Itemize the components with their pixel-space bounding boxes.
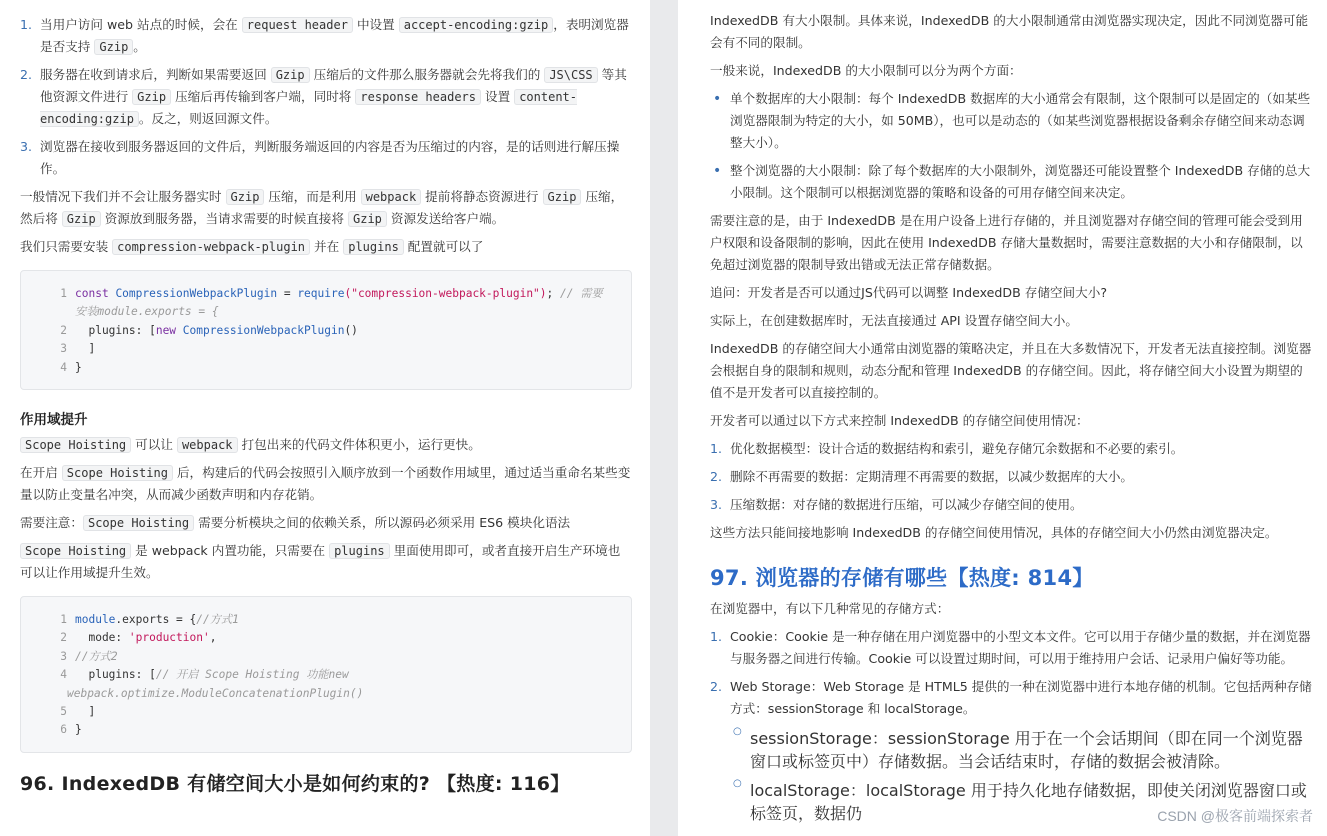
watermark: CSDN @极客前端探索者 bbox=[1157, 808, 1313, 824]
section-heading: 作用域提升 bbox=[20, 412, 88, 429]
inline-code: Scope Hoisting bbox=[20, 543, 131, 559]
paragraph: 需要注意的是，由于 IndexedDB 是在用户设备上进行存储的，并且浏览器对存储空间的管理可能会受到用户权限和设备限制的影响，因此在使用 IndexedDB 存储大量数据时，需要注意数据的大小和存储限制，以免超过浏览器的限制导致出错或无法正常存储数据。 bbox=[710, 213, 1303, 272]
list-item: 2. 服务器在收到请求后，判断如果需要返回 Gzip 压缩后的文件那么服务器就会先将我们的 JS\CSS 等其他资源文件进行 Gzip 压缩后再传输到客户端，同时将 response headers 设置 content-encoding:gzip 。反之，则返回源文件。 bbox=[20, 67, 627, 126]
code-block-scope-hoisting[interactable]: 1 module.exports = {//方式1 2 mode: 'production', 3 //方式2 4 plugins: [// 开启 Scope Hoisting 功能new webpack.optimize.ModuleConcatenationPlugin() 5 ] 6 } bbox=[20, 596, 632, 753]
control-methods-list bbox=[710, 438, 1313, 516]
inline-code: Gzip bbox=[94, 39, 133, 55]
paragraph: Scope Hoisting 是 webpack 内置功能，只需要在 plugins 里面使用即可，或者直接开启生产环境也可以让作用域提升生效。 bbox=[20, 543, 621, 581]
paragraph: 追问：开发者是否可以通过JS代码可以调整 IndexedDB 存储空间大小? bbox=[710, 285, 1108, 300]
sub-list-item: ○ sessionStorage：sessionStorage 用于在一个会话期间（即在同一个浏览器窗口或标签页中）存储数据。当会话结束时，存储的数据会被清除。 bbox=[733, 726, 1303, 771]
left-page bbox=[0, 0, 650, 836]
inline-code: Gzip bbox=[348, 211, 387, 227]
inline-code: Scope Hoisting bbox=[62, 465, 173, 481]
inline-code: request header bbox=[242, 17, 353, 33]
inline-code: Gzip bbox=[132, 89, 171, 105]
inline-code: response headers bbox=[355, 89, 481, 105]
paragraph: 我们只需要安装 compression-webpack-plugin 并在 plugins 配置就可以了 bbox=[20, 239, 484, 254]
paragraph: Scope Hoisting 可以让 webpack 打包出来的代码文件体积更小，运行更快。 bbox=[20, 434, 632, 456]
list-item: 1. 优化数据模型：设计合适的数据结构和索引，避免存储冗余数据和不必要的索引。 bbox=[710, 441, 1184, 456]
inline-code: webpack bbox=[361, 189, 422, 205]
paragraph: 这些方法只能间接地影响 IndexedDB 的存储空间使用情况，具体的存储空间大小仍然由浏览器决定。 bbox=[710, 525, 1278, 540]
paragraph: 开发者可以通过以下方式来控制 IndexedDB 的存储空间使用情况： bbox=[710, 413, 1089, 428]
inline-code: Gzip bbox=[271, 67, 310, 83]
paragraph: IndexedDB 有大小限制。具体来说，IndexedDB 的大小限制通常由浏览器实现决定，因此不同浏览器可能会有不同的限制。 bbox=[710, 13, 1309, 50]
paragraph: 一般情况下我们并不会让服务器实时 Gzip 压缩，而是利用 webpack 提前将静态资源进行 Gzip 压缩，然后将 Gzip 资源放到服务器，当请求需要的时候直接将 Gzip 资源发送给客户端。 bbox=[20, 189, 624, 226]
list-item: 2. 删除不再需要的数据：定期清理不再需要的数据，以减少数据库的大小。 bbox=[710, 469, 1133, 484]
list-item: 1. 当用户访问 web 站点的时候，会在 request header 中设置 accept-encoding:gzip ，表明浏览器是否支持 Gzip 。 bbox=[20, 17, 629, 54]
list-item: 1. Cookie：Cookie 是一种存储在用户浏览器中的小型文本文件。它可以用于存储少量的数据，并在浏览器与服务器之间进行传输。Cookie 可以设置过期时间，可以用于维持用户会话、记录用户偏好等功能。 bbox=[710, 629, 1311, 666]
paragraph: 一般来说，IndexedDB 的大小限制可以分为两个方面： bbox=[710, 63, 1022, 78]
inline-code: JS\CSS bbox=[544, 67, 597, 83]
gzip-steps-list bbox=[20, 14, 632, 180]
list-item: • 单个数据库的大小限制：每个 IndexedDB 数据库的大小通常会有限制，这个限制可以是固定的（如某些浏览器限制为特定的大小，如 50MB），也可以是动态的（如某些浏览器根据设备剩余存储空间来动态调整大小）。 bbox=[713, 91, 1311, 150]
list-item: 3. 浏览器在接收到服务器返回的文件后，判断服务端返回的内容是否为压缩过的内容，是的话则进行解压操作。 bbox=[20, 139, 620, 176]
section-heading-cut: 96. IndexedDB 有储空间大小是如何约束的? 【热度: 116】 bbox=[20, 772, 570, 795]
paragraph: 在浏览器中，有以下几种常见的存储方式： bbox=[710, 601, 950, 616]
list-item: 3. 压缩数据：对存储的数据进行压缩，可以减少存储空间的使用。 bbox=[710, 497, 1083, 512]
inline-code: Gzip bbox=[62, 211, 101, 227]
sub-list-item: ○ localStorage：localStorage 用于持久化地存储数据，即使关闭浏览器窗口或标签页，数据仍 bbox=[733, 778, 1307, 823]
right-page bbox=[678, 0, 1327, 836]
inline-code: compression-webpack-plugin bbox=[112, 239, 310, 255]
size-limit-list bbox=[710, 88, 1313, 204]
inline-code: content-encoding:gzip bbox=[40, 90, 577, 126]
inline-code: webpack bbox=[177, 437, 238, 453]
storage-types-list bbox=[710, 626, 1313, 720]
paragraph: 实际上，在创建数据库时，无法直接通过 API 设置存储空间大小。 bbox=[710, 313, 1078, 328]
page-gutter bbox=[650, 0, 678, 836]
inline-code: accept-encoding:gzip bbox=[399, 17, 554, 33]
inline-code: plugins bbox=[343, 239, 404, 255]
paragraph: 需要注意： Scope Hoisting 需要分析模块之间的依赖关系，所以源码必须采用 ES6 模块化语法 bbox=[20, 515, 571, 531]
inline-code: plugins bbox=[329, 543, 390, 559]
inline-code: Gzip bbox=[543, 189, 582, 205]
inline-code: Scope Hoisting bbox=[20, 437, 131, 453]
section-heading: 97. 浏览器的存储有哪些【热度: 814】 bbox=[710, 566, 1094, 590]
paragraph: 在开启 Scope Hoisting 后，构建后的代码会按照引入顺序放到一个函数作用域里，通过适当重命名某些变量以防止变量名冲突，从而减少函数声明和内存花销。 bbox=[20, 465, 631, 503]
inline-code: Gzip bbox=[226, 189, 265, 205]
paragraph: IndexedDB 的存储空间大小通常由浏览器的策略决定，并且在大多数情况下，开发者无法直接控制。浏览器会根据自身的限制和规则，动态分配和管理 IndexedDB 的存储空间。因此，将存储空间大小设置为期望的值不是开发者可以直接控制的。 bbox=[710, 341, 1312, 400]
code-block-compression[interactable]: 1 const CompressionWebpackPlugin = require("compression-webpack-plugin"); // 需要 安装module.exports = { 2 plugins: [new CompressionWebpackPlugin() 3 ] 4 } bbox=[20, 270, 632, 390]
inline-code: Scope Hoisting bbox=[83, 515, 194, 531]
list-item: • 整个浏览器的大小限制：除了每个数据库的大小限制外，浏览器还可能设置整个 IndexedDB 存储的总大小限制。这个限制可以根据浏览器的策略和设备的可用存储空间来决定。 bbox=[713, 163, 1311, 200]
list-item: 2. Web Storage：Web Storage 是 HTML5 提供的一种在浏览器中进行本地存储的机制。它包括两种存储方式：sessionStorage 和 localStorage。 bbox=[710, 679, 1312, 716]
